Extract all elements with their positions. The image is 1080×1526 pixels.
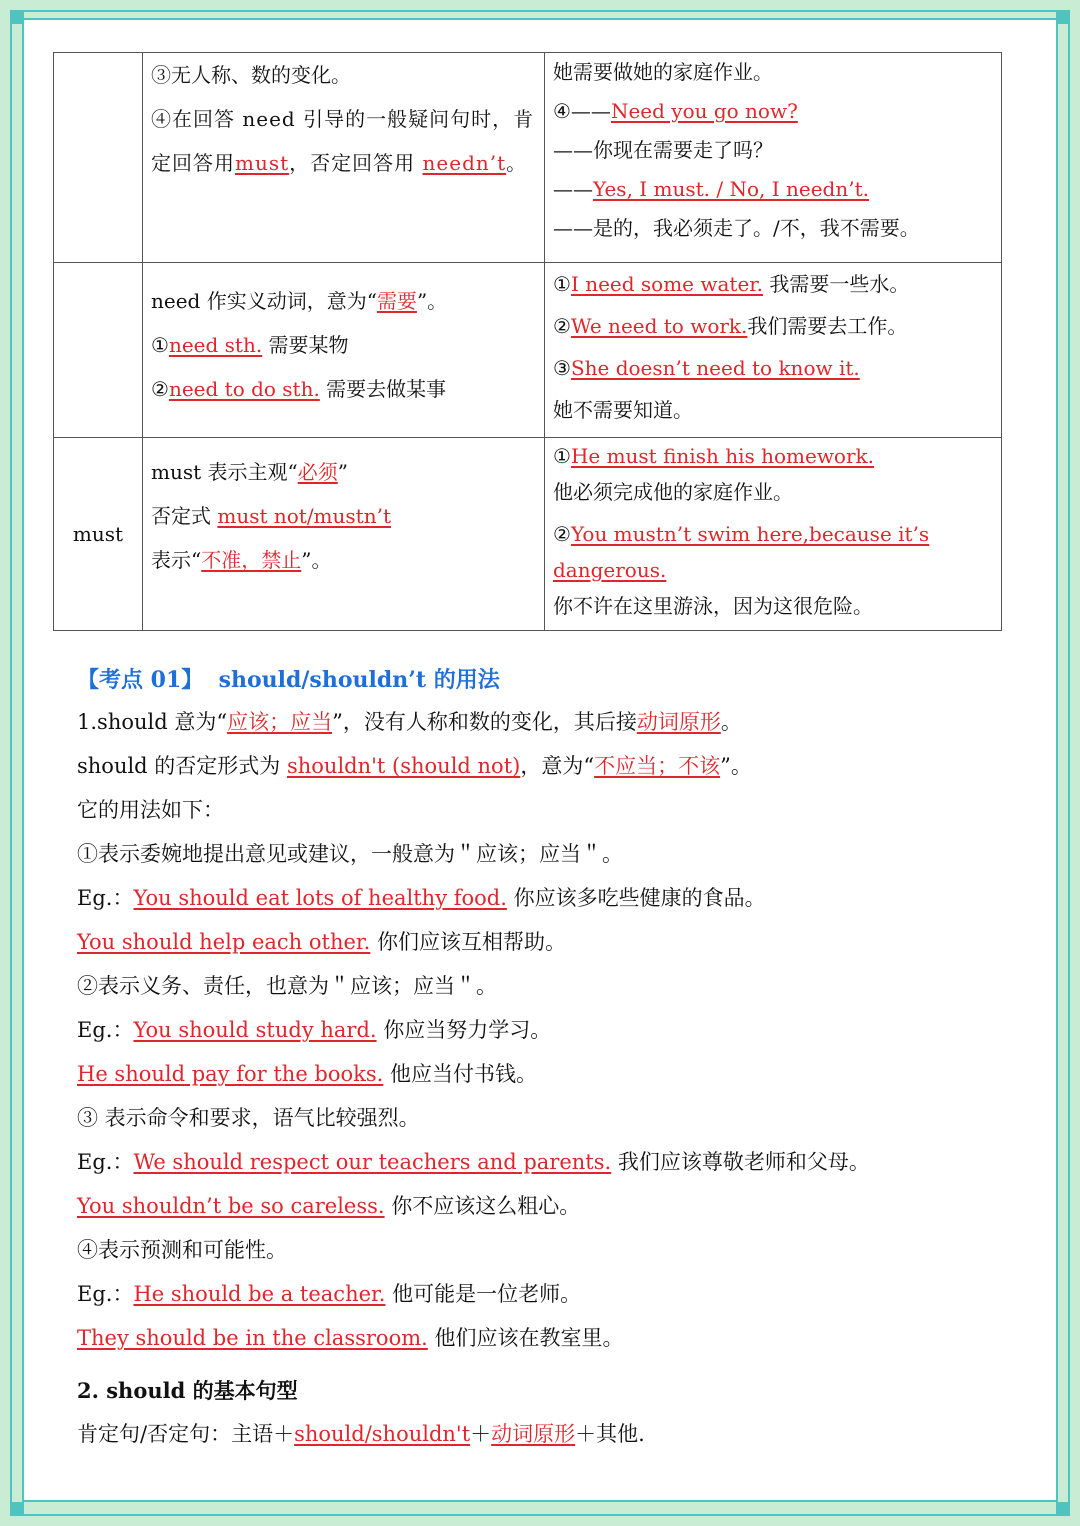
main-content (77, 660, 1007, 1456)
sentence-pattern (77, 1412, 1007, 1456)
example-line (553, 347, 993, 389)
text-span: ”。 (720, 754, 752, 778)
red-underlined-text: You should eat lots of healthy food. (133, 886, 507, 910)
text-span: ① (553, 444, 571, 468)
corner-ornament (10, 1502, 24, 1516)
text-span: Eg.： (77, 1018, 134, 1042)
text-span: 我需要一些水。 (763, 272, 910, 296)
usage-line (151, 450, 536, 494)
red-underlined-text: need sth. (168, 333, 263, 357)
text-span: 1.should 意为“ (77, 710, 228, 734)
red-underlined-text: She doesn’t need to know it. (570, 356, 860, 380)
red-underlined-text: must not/mustn’t (217, 504, 391, 528)
text-span: 我们应该尊敬老师和父母。 (611, 1150, 870, 1174)
text-span: 我们需要去工作。 (747, 314, 908, 338)
usage-point: ②表示义务、责任，也意为＂应该；应当＂。 (77, 974, 497, 998)
text-span: 他们应该在教室里。 (427, 1326, 624, 1350)
example-line: 她不需要知道。 (553, 398, 693, 422)
example-line (553, 263, 993, 305)
usage-point: ④表示预测和可能性。 (77, 1238, 287, 1262)
red-underlined-text: need to do sth. (168, 377, 320, 401)
usage-line (151, 97, 536, 185)
example-line (553, 438, 993, 474)
text-span: 你应该多吃些健康的食品。 (506, 886, 766, 910)
example-prefix: —— (553, 177, 593, 201)
text-span: ② (553, 314, 571, 338)
paragraph (77, 744, 1007, 788)
text-span: 肯定句/否定句：主语＋ (77, 1422, 295, 1446)
example-line: ——是的，我必须走了。/不，我不需要。 (553, 216, 920, 240)
text-span: should 的否定形式为 (77, 754, 287, 778)
example-line: 她需要做她的家庭作业。 (553, 60, 773, 84)
grammar-table (53, 52, 1002, 631)
table-row (54, 438, 1002, 631)
red-underlined-text: 应该；应当 (227, 710, 333, 734)
red-underlined-text: 动词原形 (636, 710, 721, 734)
table-cell-examples (545, 263, 1002, 438)
corner-ornament (1056, 10, 1070, 24)
text-span: 否定式 (151, 504, 218, 528)
usage-line (151, 367, 536, 411)
table-cell-usage (143, 438, 545, 631)
table-cell-usage (143, 53, 545, 263)
red-underlined-text: 不应当；不该 (594, 754, 721, 778)
usage-red-text: needn’t (422, 151, 507, 175)
text-span: Eg.： (77, 1282, 134, 1306)
text-span: ”，没有人称和数的变化，其后接 (332, 710, 637, 734)
red-underlined-text: should/shouldn't (294, 1422, 471, 1446)
example-line (77, 1316, 1007, 1360)
usage-text: 。 (506, 151, 528, 175)
example-prefix: ④—— (553, 99, 611, 123)
red-underlined-text: You should study hard. (133, 1018, 377, 1042)
text-span: ＋其他. (575, 1422, 645, 1446)
example-red-text: Yes, I must. / No, I needn’t. (593, 177, 869, 201)
red-underlined-text: He should pay for the books. (77, 1062, 384, 1086)
red-underlined-text: We should respect our teachers and parents. (133, 1150, 612, 1174)
text-span: 他可能是一位老师。 (385, 1282, 582, 1306)
table-cell-usage (143, 263, 545, 438)
example-line: 他必须完成他的家庭作业。 (553, 480, 793, 504)
text-span: 你们应该互相帮助。 (370, 930, 567, 954)
example-line (77, 876, 1007, 920)
usage-line (151, 279, 536, 323)
text-span: ③ (553, 356, 571, 380)
red-underlined-text: He should be a teacher. (133, 1282, 386, 1306)
section-tag: 【考点 01】 (77, 667, 204, 693)
example-line (77, 1272, 1007, 1316)
text-span: Eg.： (77, 886, 134, 910)
usage-point: ③ 表示命令和要求，语气比较强烈。 (77, 1106, 420, 1130)
text-span: 你不应该这么粗心。 (384, 1194, 581, 1218)
text-span: 需要某物 (262, 333, 349, 357)
red-underlined-text: I need some water. (570, 272, 764, 296)
example-line (553, 305, 993, 347)
example-line (77, 920, 1007, 964)
example-line (553, 516, 993, 588)
text-span: ① (151, 333, 169, 357)
text-span: 你应当努力学习。 (376, 1018, 552, 1042)
example-line (77, 1008, 1007, 1052)
red-underlined-text: We need to work. (570, 314, 748, 338)
text-span: ” (337, 460, 348, 484)
text-span: 需要去做某事 (319, 377, 447, 401)
example-line (553, 170, 993, 209)
text-span: ② (553, 522, 571, 546)
table-cell-label (54, 263, 143, 438)
table-cell-examples (545, 53, 1002, 263)
section-title: should/shouldn’t 的用法 (218, 667, 500, 693)
example-line (77, 1140, 1007, 1184)
table-row (54, 263, 1002, 438)
red-underlined-text: 动词原形 (491, 1422, 576, 1446)
usage-line (151, 538, 536, 582)
example-line (77, 1052, 1007, 1096)
example-line (553, 92, 993, 131)
red-underlined-text: You should help each other. (77, 930, 371, 954)
table-cell-examples (545, 438, 1002, 631)
text-span: must 表示主观“ (151, 460, 298, 484)
usage-line (151, 323, 536, 367)
text-span: need 作实义动词，意为“ (151, 289, 377, 313)
red-underlined-text: He must finish his homework. (570, 444, 875, 468)
table-cell-label: must (54, 438, 143, 631)
usage-text: ，否定回答用 (289, 151, 416, 175)
usage-point: ①表示委婉地提出意见或建议，一般意为＂应该；应当＂。 (77, 842, 623, 866)
text-span: Eg.： (77, 1150, 134, 1174)
text-span: ② (151, 377, 169, 401)
text-span: ，意为“ (520, 754, 595, 778)
text-span: 。 (720, 710, 742, 734)
red-underlined-text: They should be in the classroom. (77, 1326, 428, 1350)
section-heading (77, 660, 1007, 700)
text-span: ”。 (301, 548, 332, 572)
example-line: 你不许在这里游泳，因为这很危险。 (553, 594, 873, 618)
text-span: ”。 (416, 289, 448, 313)
paragraph: 它的用法如下： (77, 798, 224, 822)
table-cell-label (54, 53, 143, 263)
paragraph (77, 700, 1007, 744)
red-underlined-text: You shouldn’t be so careless. (77, 1194, 385, 1218)
red-underlined-text: shouldn't (should not) (286, 754, 521, 778)
example-line: ——你现在需要走了吗？ (553, 138, 773, 162)
example-red-text: Need you go now? (610, 99, 798, 123)
usage-text: ④在回答 need 引导的一般疑问句时，肯定回答用 (151, 107, 535, 175)
text-span: ＋ (470, 1422, 492, 1446)
text-span: 他应当付书钱。 (383, 1062, 538, 1086)
usage-line (151, 494, 536, 538)
text-span: 表示“ (151, 548, 202, 572)
example-line (77, 1184, 1007, 1228)
text-span: ① (553, 272, 571, 296)
usage-red-text: must (235, 151, 290, 175)
table-row (54, 53, 1002, 263)
red-underlined-text: 必须 (297, 460, 338, 484)
red-underlined-text: 需要 (376, 289, 417, 313)
usage-line: ③无人称、数的变化。 (151, 63, 351, 87)
corner-ornament (1056, 1502, 1070, 1516)
red-underlined-text: You mustn’t swim here,because it’s dangerous. (553, 522, 930, 582)
subsection-heading: 2. should 的基本句型 (77, 1378, 298, 1403)
red-underlined-text: 不准，禁止 (201, 548, 302, 572)
